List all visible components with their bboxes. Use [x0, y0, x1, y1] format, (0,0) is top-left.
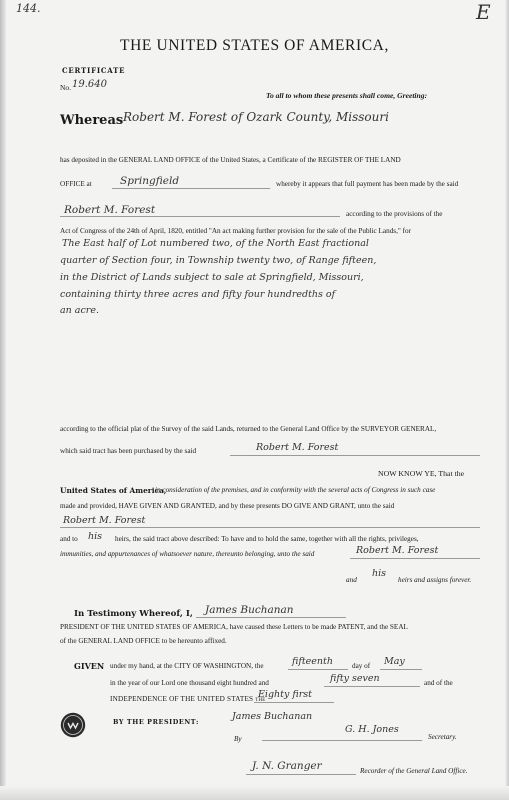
president-text: PRESIDENT OF THE UNITED STATES OF AMERICA, have caused these Letters to be made PATENT, and the SEAL	[60, 623, 408, 631]
secretary-line	[262, 740, 422, 741]
grantee-name-1: Robert M. Forest	[64, 204, 156, 216]
independence-line	[254, 702, 334, 703]
day: fifteenth	[292, 656, 333, 667]
provisions-text: according to the provisions of the	[346, 210, 443, 218]
plat-text: according to the official plat of the Survey of the said Lands, returned to the General Land Office by the SURVEYOR GENERAL,	[60, 425, 437, 433]
testimony-label: In Testimony Whereof, I,	[74, 609, 193, 619]
grantee-name-2: Robert M. Forest	[256, 442, 339, 453]
month-line	[380, 669, 422, 670]
land-description-line: an acre.	[60, 305, 99, 316]
signature-president: James Buchanan	[232, 711, 313, 722]
grantee-line-1	[60, 216, 340, 217]
land-description-line: containing thirty three acres and fifty four hundredths of	[60, 289, 336, 300]
given-text: under my hand, at the CITY OF WASHINGTON, the	[110, 662, 264, 670]
immunities-text: immunities, and appurtenances of whatsoever nature, thereunto belonging, unto the said	[60, 550, 315, 558]
his-2: his	[372, 568, 387, 579]
whereas-label: Whereas	[60, 113, 124, 128]
land-description-line: in the District of Lands subject to sale at Springfield, Missouri,	[60, 272, 364, 283]
independence-year: Eighty first	[258, 689, 312, 700]
certificate-number: 19.640	[72, 79, 107, 90]
president-line	[196, 617, 346, 618]
and-label: and	[346, 576, 357, 584]
independence-text: INDEPENDENCE OF THE UNITED STATES the	[110, 695, 266, 703]
year-line	[324, 686, 420, 687]
heirs-assigns: heirs and assigns forever.	[398, 576, 472, 584]
certificate-no-label: No.	[60, 83, 72, 92]
document-title: THE UNITED STATES OF AMERICA,	[120, 37, 389, 54]
his-1: his	[88, 531, 103, 542]
greeting: To all to whom these presents shall come, Greeting:	[266, 91, 428, 100]
year-text: in the year of our Lord one thousand eight hundred and	[110, 679, 269, 687]
grantee-line-3	[60, 527, 480, 528]
seal-icon	[60, 712, 86, 738]
by-label: By	[234, 735, 242, 743]
corner-mark: E	[476, 0, 491, 24]
grantee-full: Robert M. Forest of Ozark County, Missouri	[123, 110, 389, 124]
heirs-text: heirs, the said tract above described: To have and to hold the same, together with all the rights, privileges,	[115, 535, 419, 543]
grantee-line-4	[350, 558, 480, 559]
usa-label: United States of America,	[60, 486, 167, 495]
granted-text: made and provided, HAVE GIVEN AND GRANTED, and by these presents DO GIVE AND GRANT, unto the said	[60, 502, 395, 510]
consideration-text: in consideration of the premises, and in conformity with the several acts of Congress in such case	[155, 486, 436, 494]
general-land-office-seal	[60, 712, 86, 738]
now-know-ye: NOW KNOW YE, That the	[378, 469, 465, 478]
recorder-signature: J. N. Granger	[252, 760, 322, 772]
payment-text: whereby it appears that full payment has been made by the said	[276, 180, 459, 188]
month: May	[384, 656, 405, 667]
scan-right-edge	[505, 0, 509, 800]
purchased-text: which said tract has been purchased by the said	[60, 447, 197, 455]
deposit-text: has deposited in the GENERAL LAND OFFICE of the United States, a Certificate of the REGISTER OF THE LAND	[60, 156, 401, 164]
certificate-label: CERTIFICATE	[62, 66, 126, 75]
land-description-line: The East half of Lot numbered two, of the North East fractional	[62, 238, 369, 249]
recorder-line	[246, 774, 356, 775]
secretary-label: Secretary.	[428, 733, 457, 741]
president-name: James Buchanan	[205, 604, 294, 616]
by-president-label: BY THE PRESIDENT:	[113, 718, 199, 726]
land-description-line: quarter of Section four, in Township twenty two, of Range fifteen,	[60, 255, 377, 266]
day-line	[288, 669, 348, 670]
scan-bottom-edge	[0, 786, 509, 800]
margin-number: 144.	[16, 2, 41, 15]
recorder-label: Recorder of the General Land Office.	[360, 767, 468, 775]
given-label: GIVEN	[74, 661, 105, 671]
and-of-the: and of the	[424, 679, 453, 687]
grantee-line-2	[230, 455, 480, 456]
office-location: Springfield	[120, 175, 180, 187]
office-at-label: OFFICE at	[60, 180, 92, 188]
scan-left-edge	[0, 0, 6, 800]
and-to-label: and to	[60, 535, 78, 543]
office-line	[112, 188, 270, 189]
grantee-name-3: Robert M. Forest	[63, 515, 146, 526]
day-of-label: day of	[352, 662, 371, 670]
secretary-signature: G. H. Jones	[345, 724, 399, 735]
seal-text: of the GENERAL LAND OFFICE to be hereunto affixed.	[60, 637, 227, 645]
act-text: Act of Congress of the 24th of April, 1820, entitled "An act making further provision for the sale of the Public Lands," for	[60, 227, 411, 235]
grantee-name-4: Robert M. Forest	[356, 545, 439, 556]
year: fifty seven	[330, 673, 380, 684]
